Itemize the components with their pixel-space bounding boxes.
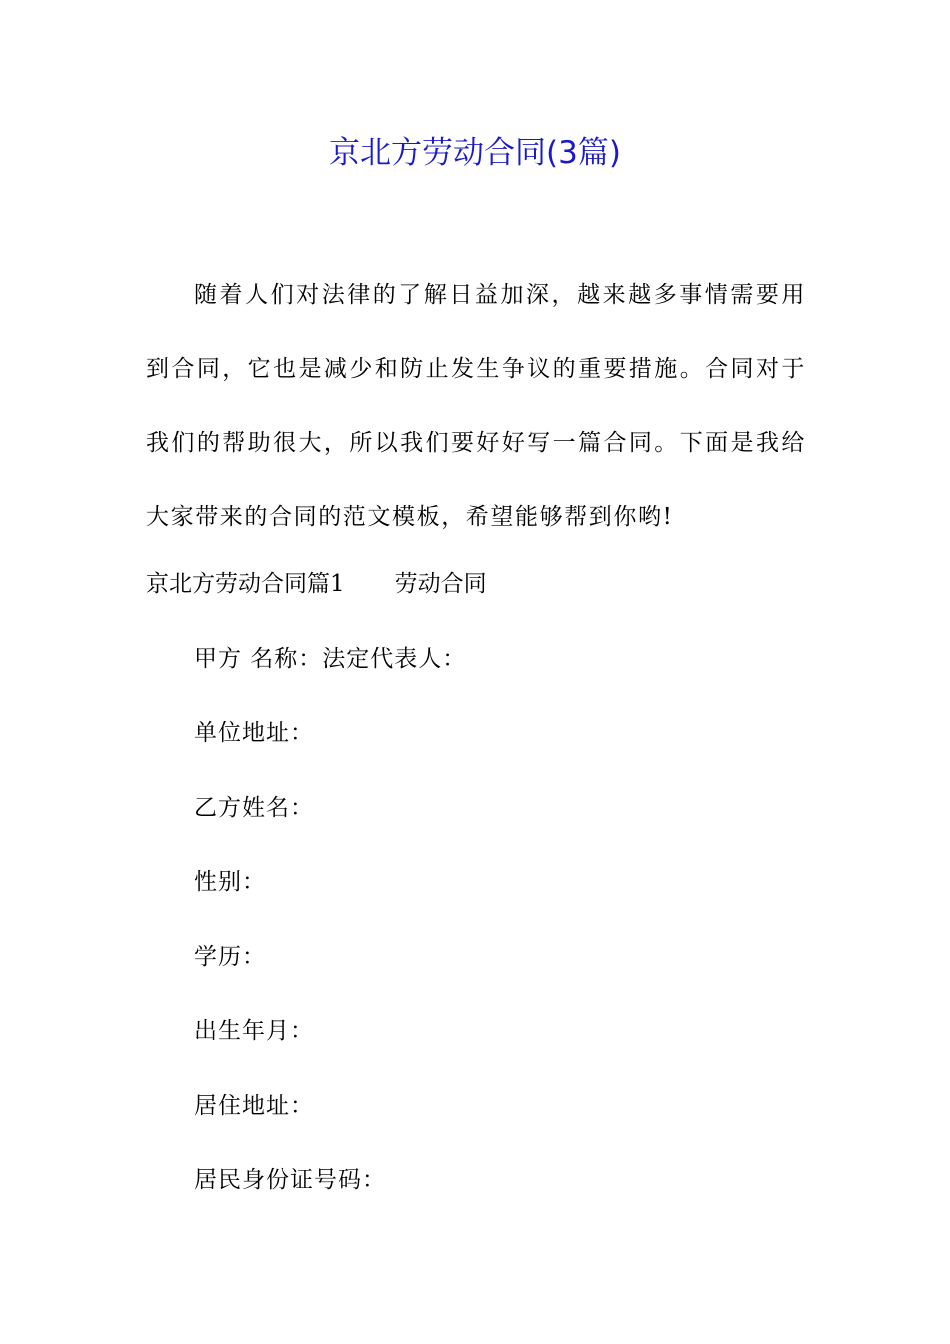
section-heading: [146, 564, 487, 604]
intro-paragraph: 随着人们对法律的了解日益加深，越来越多事情需要用到合同，它也是减少和防止发生争议的重要措施。合同对于我们的帮助很大，所以我们要好好写一篇合同。下面是我给大家带来的合同的范文模板，希望能够帮到你哟!: [146, 282, 806, 530]
field-education: 学历：: [194, 944, 266, 970]
section-subtitle: 劳动合同: [394, 571, 487, 597]
section-title: 京北方劳动合同篇1: [146, 571, 345, 597]
field-party-b-name: 乙方姓名：: [194, 795, 314, 821]
field-id-number: 居民身份证号码：: [194, 1167, 386, 1193]
field-gender: 性别：: [194, 869, 266, 895]
field-company-address: 单位地址：: [194, 720, 314, 746]
field-home-address: 居住地址：: [194, 1093, 314, 1119]
field-birth-date: 出生年月：: [194, 1018, 314, 1044]
document-title: 京北方劳动合同(3篇): [329, 135, 621, 171]
field-party-a: 甲方 名称：法定代表人：: [194, 646, 467, 672]
